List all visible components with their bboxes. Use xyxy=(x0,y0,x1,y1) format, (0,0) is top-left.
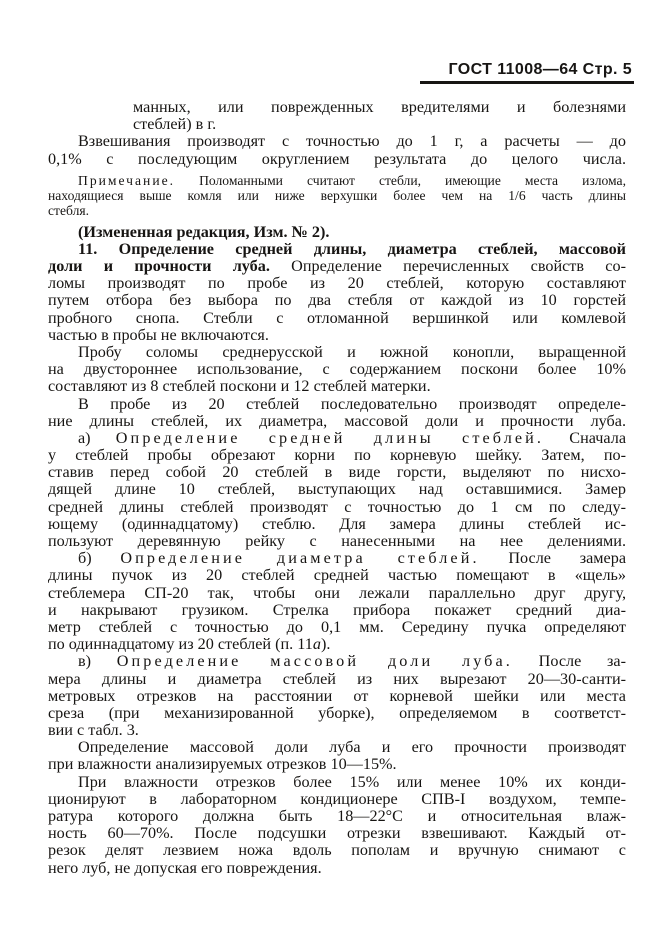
paragraph xyxy=(48,344,626,396)
text-segment: среза (при механизированной уборке), определяемом в соответст- xyxy=(48,703,626,722)
text-segment: ратура которого должна быть 18—22°С и относительная влаж- xyxy=(48,807,626,826)
text-segment: путем отбора без выбора по два стебля от каждой из 10 горстей xyxy=(48,291,626,310)
text-line xyxy=(48,533,626,550)
text-segment: резок делят лезвием ножа вдоль пополам и вручную снимают с xyxy=(48,841,626,860)
text-segment: ние длины стеблей, их диаметра, массовой доли и прочности луба. xyxy=(48,411,626,430)
text-segment: 11. Определение средней длины, диаметра стеблей, массовой xyxy=(78,239,626,258)
text-segment: Определение массовой доли луба. xyxy=(116,652,513,671)
text-segment: средней длины стеблей производят с точностью до 1 см по следу- xyxy=(48,497,626,516)
text-segment: доли и прочности луба. xyxy=(48,257,270,276)
paragraph xyxy=(48,430,626,550)
text-line xyxy=(48,550,626,567)
paragraph xyxy=(48,396,626,430)
text-line xyxy=(48,808,626,825)
text-segment: Пробу соломы среднерусской и южной конопли, выращенной xyxy=(78,342,626,361)
text-line xyxy=(48,430,626,447)
text-segment: ционируют в лабораторном кондиционере СПВ-I воздухом, темпе- xyxy=(48,789,626,808)
text-segment: В пробе из 20 стеблей последовательно производят определе- xyxy=(78,394,626,413)
text-line xyxy=(48,275,626,292)
text-segment: метр стеблей с точностью до 0,1 мм. Середину пучка определяют xyxy=(48,617,626,636)
text-segment: на двустороннее использование, с содержанием поскони более 10% xyxy=(48,360,626,379)
text-line xyxy=(48,292,626,309)
text-segment: ющему (одиннадцатому) стеблю. Для замера длины стеблей ис- xyxy=(48,514,626,533)
text-line xyxy=(48,99,626,116)
text-segment: ность 60—70%. После подсушки отрезки взвешивают. Каждый от- xyxy=(48,824,626,843)
text-segment: стеблей) в г. xyxy=(133,115,217,134)
text-segment: Определение средней длины стеблей. xyxy=(115,428,545,447)
text-line xyxy=(48,378,626,395)
paragraph xyxy=(48,99,626,133)
text-line xyxy=(48,722,626,739)
text-segment: Поломанными считают стебли, имеющие места излома, xyxy=(175,172,626,188)
text-segment: ставив перед собой 20 стеблей в виде горсти, выделяют по нисхо- xyxy=(48,463,626,482)
text-segment: стеблемера СП-20 так, чтобы они лежали параллельно друг другу, xyxy=(48,583,626,602)
text-line xyxy=(48,464,626,481)
text-segment: Примечание. xyxy=(78,172,176,188)
text-segment: а xyxy=(312,635,321,654)
text-segment: б) xyxy=(78,549,121,568)
text-line xyxy=(48,636,626,653)
text-segment: Определение перечисленных свойств со- xyxy=(269,257,626,276)
text-segment: и накрывают грузиком. Стрелка прибора покажет средний диа- xyxy=(48,600,626,619)
text-segment: 0,1% с последующим округлением результата до целого числа. xyxy=(48,149,626,168)
text-segment: (Измененная редакция, Изм. № 2). xyxy=(78,222,330,241)
text-line xyxy=(48,842,626,859)
text-line xyxy=(48,447,626,464)
paragraph xyxy=(48,774,626,877)
text-line xyxy=(48,133,626,150)
text-line xyxy=(48,567,626,584)
text-line xyxy=(48,188,626,203)
text-segment: стебля. xyxy=(48,203,90,219)
text-line xyxy=(48,224,626,241)
text-segment: После замера xyxy=(479,549,627,568)
paragraph xyxy=(48,653,626,739)
text-segment: Взвешивания производят с точностью до 1 г, а расчеты — до xyxy=(78,132,626,151)
text-line xyxy=(48,413,626,430)
header-rule xyxy=(420,81,634,84)
text-line xyxy=(48,481,626,498)
text-line xyxy=(48,258,626,275)
text-line xyxy=(48,116,626,133)
text-line xyxy=(48,173,626,188)
text-segment: в) xyxy=(78,652,117,671)
text-line xyxy=(48,585,626,602)
paragraph xyxy=(48,550,626,653)
text-segment: манных, или поврежденных вредителями и болезнями xyxy=(133,98,626,116)
text-segment: а) xyxy=(78,428,116,447)
text-line xyxy=(48,361,626,378)
text-segment: по одиннадцатому из 20 стеблей (п. 11 xyxy=(48,635,313,654)
text-segment: Определение диаметра стеблей. xyxy=(120,549,480,568)
text-segment: составляют из 8 стеблей поскони и 12 стеблей матерки. xyxy=(48,377,431,396)
text-segment: метровых отрезков на расстоянии от корневой шейки или места xyxy=(48,686,626,705)
text-line xyxy=(48,688,626,705)
document-body xyxy=(48,99,626,877)
text-segment: При влажности отрезков более 15% или менее 10% их конди- xyxy=(78,772,626,791)
gost-number-and-page: ГОСТ 11008—64 Стр. 5 xyxy=(448,61,632,78)
text-line xyxy=(48,241,626,258)
text-segment: дящей длине 10 стеблей, выступающих над оставшимися. Замер xyxy=(48,480,626,499)
text-line xyxy=(48,310,626,327)
text-line xyxy=(48,739,626,756)
text-segment: частью в пробы не включаются. xyxy=(48,325,269,344)
text-line xyxy=(48,825,626,842)
text-segment: него луб, не допуская его повреждения. xyxy=(48,858,322,877)
paragraph xyxy=(48,133,626,167)
text-line xyxy=(48,516,626,533)
text-segment: Сначала xyxy=(544,428,627,447)
paragraph xyxy=(48,241,626,344)
text-line xyxy=(48,756,626,773)
text-line xyxy=(48,396,626,413)
text-segment: ). xyxy=(320,635,331,654)
text-segment: вии с табл. 3. xyxy=(48,721,139,740)
text-line xyxy=(48,619,626,636)
text-line xyxy=(48,344,626,361)
text-line xyxy=(48,791,626,808)
page-header xyxy=(420,61,632,79)
text-line xyxy=(48,327,626,344)
text-line xyxy=(48,602,626,619)
note-block xyxy=(48,173,626,219)
text-line xyxy=(48,774,626,791)
text-segment: После за- xyxy=(512,652,626,671)
text-line xyxy=(48,653,626,670)
text-line xyxy=(48,671,626,688)
text-segment: у стеблей пробы обрезают корни по корневую шейку. Затем, по- xyxy=(48,446,626,465)
text-segment: находящиеся выше комля или ниже верхушки более чем на 1/6 часть длины xyxy=(48,188,626,204)
text-segment: пробного снопа. Стебли с отломанной вершинкой или комлевой xyxy=(48,308,626,327)
text-segment: Определение массовой доли луба и его прочности производят xyxy=(78,738,626,757)
text-line xyxy=(48,499,626,516)
text-segment: пользуют деревянную рейку с нанесенными на нее делениями. xyxy=(48,532,626,551)
paragraph xyxy=(48,739,626,773)
text-segment: мера длины и диаметра стеблей из них вырезают 20—30-санти- xyxy=(48,669,626,688)
text-segment: при влажности анализируемых отрезков 10—15%. xyxy=(48,755,397,774)
text-segment: ломы производят по пробе из 20 стеблей, которую составляют xyxy=(48,274,626,293)
text-line xyxy=(48,705,626,722)
text-line xyxy=(48,860,626,877)
text-line xyxy=(48,203,626,218)
text-line xyxy=(48,151,626,168)
text-segment: длины пучок из 20 стеблей средней частью помещают в «щель» xyxy=(48,566,626,585)
paragraph xyxy=(48,224,626,241)
